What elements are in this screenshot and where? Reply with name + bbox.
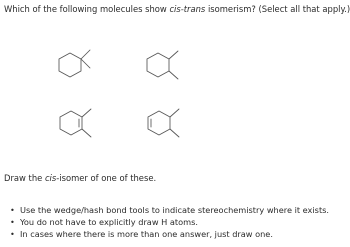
draw-prompt xyxy=(4,173,156,184)
draw-prompt-end: -isomer of one of these. xyxy=(56,173,157,183)
question-text-end: isomerism? (Select all that apply.) xyxy=(205,4,350,14)
instruction-item xyxy=(10,216,329,228)
instruction-text: Use the wedge/hash bond tools to indicate stereochemistry where it exists. xyxy=(20,205,330,215)
question-emphasis: cis-trans xyxy=(169,4,206,14)
question-text-start: Which of the following molecules show xyxy=(4,4,170,14)
bullet-icon: • xyxy=(10,229,15,239)
molecule-option-d[interactable] xyxy=(148,109,179,137)
instruction-item xyxy=(10,204,329,216)
instruction-item xyxy=(10,228,329,240)
bullet-icon: • xyxy=(10,217,15,227)
bullet-icon: • xyxy=(10,205,15,215)
instructions-list xyxy=(10,204,329,240)
molecule-option-b[interactable] xyxy=(147,51,178,79)
molecule-option-c[interactable] xyxy=(60,109,91,137)
instruction-text: In cases where there is more than one answer, just draw one. xyxy=(20,229,273,239)
molecule-option-a[interactable] xyxy=(59,50,90,77)
draw-prompt-start: Draw the xyxy=(4,173,45,183)
instruction-text: You do not have to explicitly draw H atoms. xyxy=(20,217,198,227)
draw-prompt-emphasis: cis xyxy=(44,173,57,183)
